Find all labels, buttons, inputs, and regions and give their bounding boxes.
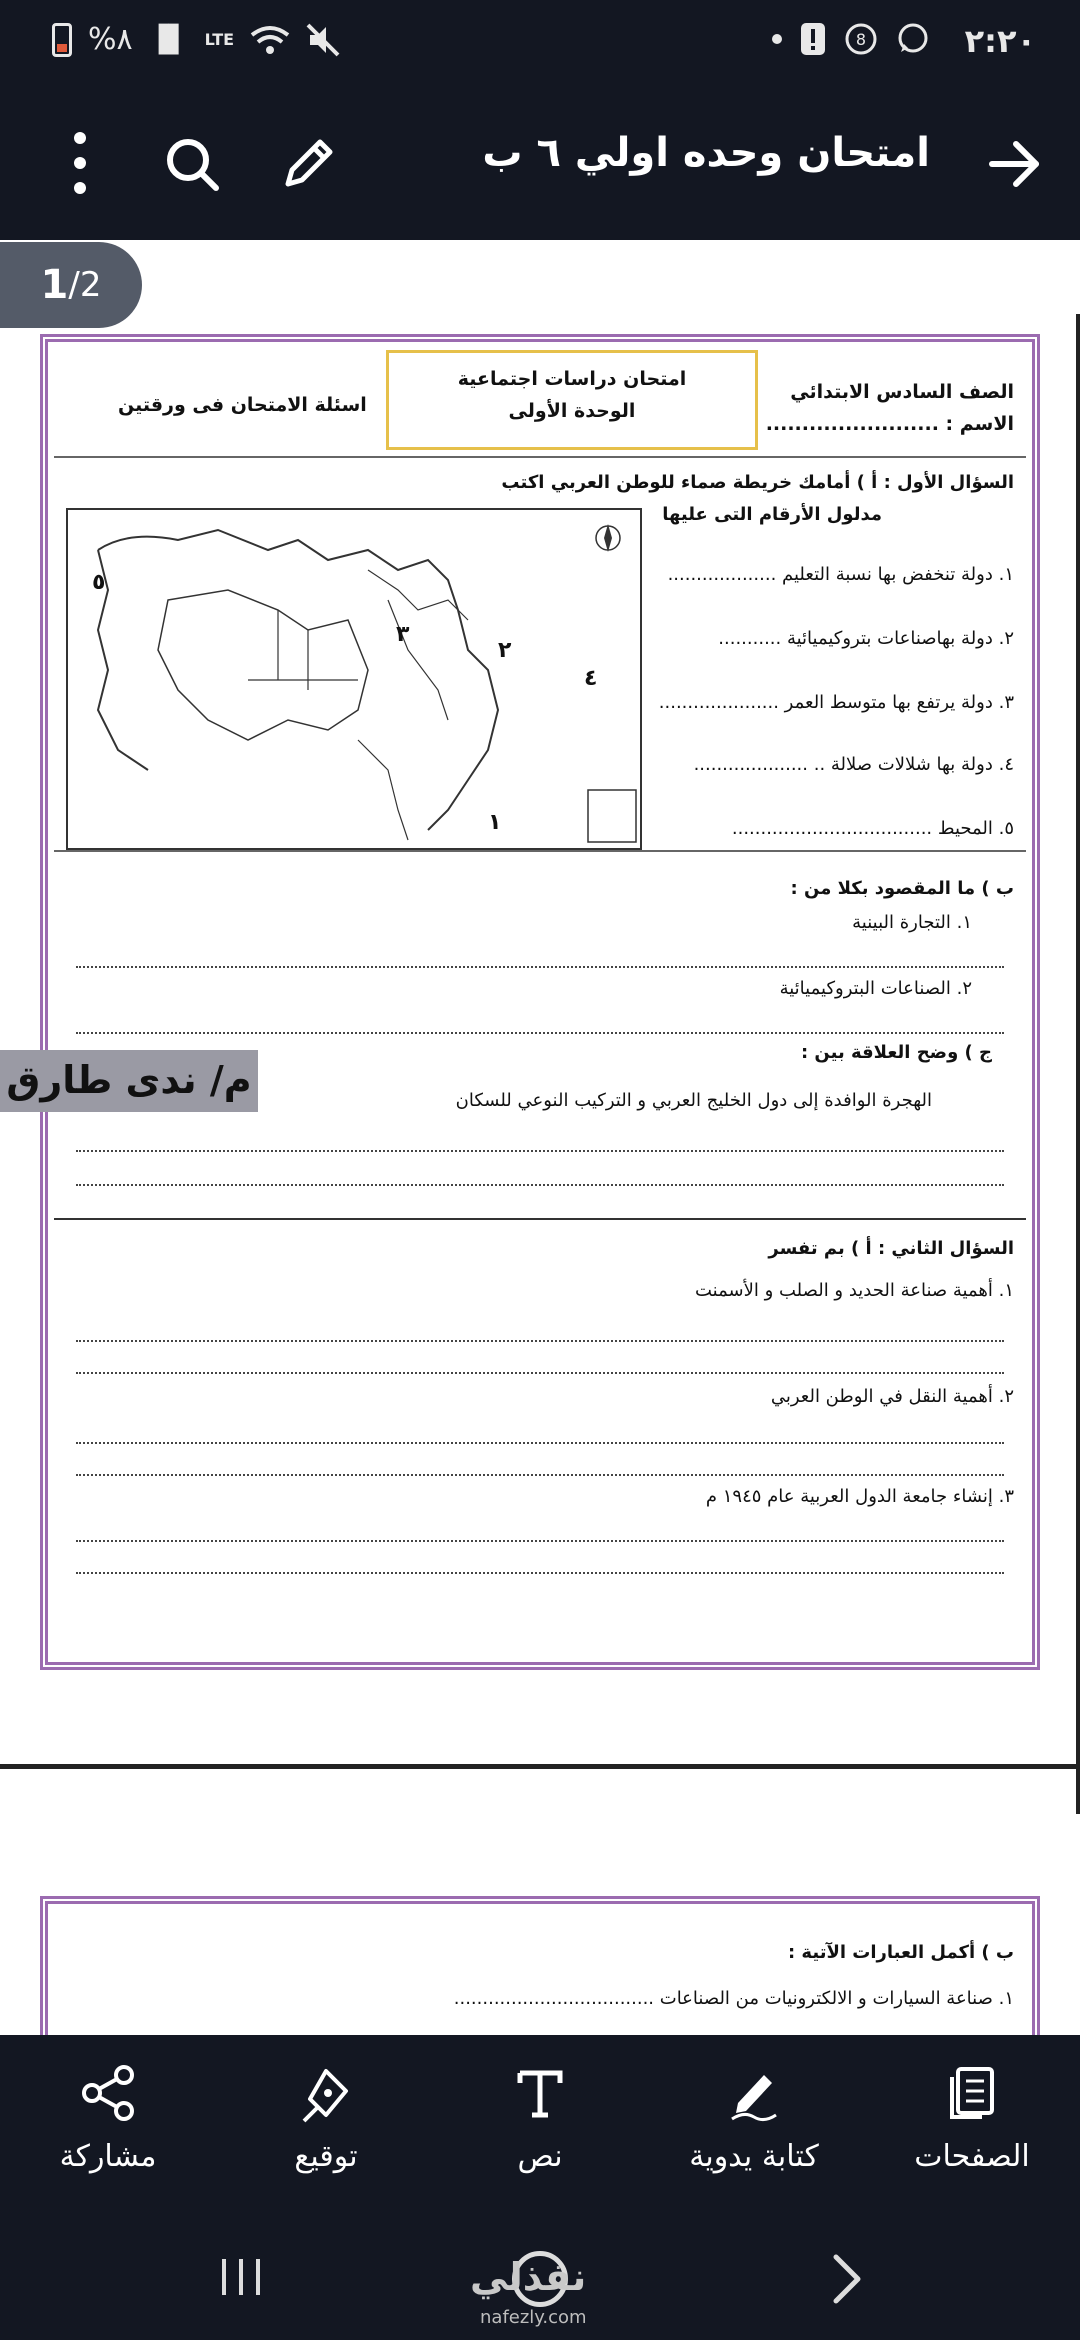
answer-line <box>76 1372 1004 1374</box>
mute-icon <box>306 23 340 57</box>
answer-line <box>76 1150 1004 1152</box>
pages-button[interactable] <box>882 2063 1062 2174</box>
page-separator <box>0 1764 1080 1769</box>
battery-percent: %٨ <box>88 22 133 57</box>
whatsapp-icon <box>896 22 930 56</box>
map-drawing <box>68 510 640 848</box>
notification-dot-icon <box>772 34 782 44</box>
map-number-1: ١ <box>488 810 502 835</box>
answer-line <box>76 966 1004 968</box>
brand-url: nafezly.com <box>480 2307 587 2328</box>
svg-text:8: 8 <box>855 30 867 49</box>
answer-line <box>76 1184 1004 1186</box>
text-label: نص <box>517 2139 563 2174</box>
app-8-icon <box>844 22 878 56</box>
q2-title: السؤال الثاني : أ ) بم تفسر <box>768 1238 1014 1259</box>
p2-item-1: ١. صناعة السيارات و الالكترونيات من الصناعات ................................... <box>453 1988 1014 2009</box>
author-watermark: م/ ندى طارق <box>0 1050 258 1112</box>
app-bar <box>0 90 1080 240</box>
system-nav-bar <box>0 2225 1080 2340</box>
total-pages: /2 <box>68 265 102 305</box>
map-number-4: ٤ <box>584 666 598 691</box>
q2-item-1: ١. أهمية صناعة الحديد و الصلب و الأسمنت <box>694 1280 1014 1301</box>
text-icon <box>510 2063 570 2123</box>
bottom-toolbar <box>0 2035 1080 2225</box>
arab-world-map <box>66 508 642 850</box>
signal-icon: ▐▌ <box>148 24 189 55</box>
handwriting-icon <box>724 2063 784 2123</box>
clock: ٢:٢٠ <box>964 22 1036 60</box>
divider <box>54 1218 1026 1220</box>
scrollbar[interactable] <box>1076 314 1080 1814</box>
exam-title-box <box>386 350 758 450</box>
share-icon <box>78 2063 138 2123</box>
q1-item-1: ١. دولة تنخفض بها نسبة التعليم ................... <box>667 564 1014 585</box>
divider <box>54 850 1026 852</box>
alert-icon <box>800 22 826 56</box>
exam-unit: الوحدة الأولى <box>508 400 636 422</box>
exam-page-1 <box>40 334 1040 1670</box>
divider <box>54 456 1026 458</box>
brand-logo: نفذلي <box>470 2255 587 2299</box>
header-right <box>766 376 1014 440</box>
grade-label: الصف السادس الابتدائي <box>790 381 1014 403</box>
q2-item-2: ٢. أهمية النقل في الوطن العربي <box>770 1386 1014 1407</box>
lte-label: LTE <box>204 30 235 49</box>
handwriting-label: كتابة يدوية <box>689 2139 819 2174</box>
answer-line <box>76 1032 1004 1034</box>
map-number-5: ٥ <box>92 570 106 595</box>
nav-back-icon[interactable] <box>830 2251 864 2307</box>
pages-icon <box>942 2063 1002 2123</box>
q1-c-title: ج ) وضح العلاقة بين : <box>800 1042 992 1063</box>
wifi-icon <box>250 23 290 57</box>
sign-pen-icon <box>296 2063 356 2123</box>
share-button[interactable] <box>18 2063 198 2174</box>
q1-b-item-1: ١. التجارة البينية <box>852 912 972 933</box>
q1-c-text: الهجرة الوافدة إلى دول الخليج العربي و التركيب النوعي للسكان <box>455 1090 932 1111</box>
more-options-icon[interactable] <box>60 128 100 198</box>
map-number-3: ٣ <box>396 622 410 647</box>
answer-line <box>76 1442 1004 1444</box>
sign-label: توقيع <box>294 2139 358 2174</box>
answer-line <box>76 1474 1004 1476</box>
map-number-2: ٢ <box>498 638 512 663</box>
share-label: مشاركة <box>59 2139 157 2174</box>
sign-button[interactable] <box>236 2063 416 2174</box>
page-indicator <box>0 242 142 328</box>
q1-item-4: ٤. دولة بها شلالات صلالة .. .................... <box>693 754 1014 775</box>
search-icon[interactable] <box>160 132 224 196</box>
answer-line <box>76 1340 1004 1342</box>
answer-line <box>76 1540 1004 1542</box>
p2-title: ب ) أكمل العبارات الآتية : <box>787 1942 1014 1963</box>
q1-subtitle: مدلول الأرقام التى عليها <box>662 504 882 525</box>
pages-label: الصفحات <box>914 2139 1030 2174</box>
document-title: امتحان وحده اولي ٦ ب <box>482 130 930 176</box>
q1-b-item-2: ٢. الصناعات البتروكيميائية <box>779 978 972 999</box>
q1-b-title: ب ) ما المقصود بكلا من : <box>790 878 1014 899</box>
exam-title: امتحان دراسات اجتماعية <box>457 368 687 390</box>
q1-item-2: ٢. دولة بهاصناعات بتروكيميائية ........... <box>718 628 1014 649</box>
battery-icon <box>52 23 72 57</box>
q1-title: السؤال الأول : أ ) أمامك خريطة صماء للوطن العربي اكتب <box>501 472 1014 493</box>
answer-line <box>76 1572 1004 1574</box>
pdf-viewer[interactable] <box>0 240 1080 2035</box>
edit-pencil-icon[interactable] <box>276 130 342 196</box>
handwriting-button[interactable] <box>664 2063 844 2174</box>
exam-page-2 <box>40 1896 1040 2035</box>
q1-item-5: ٥. المحيط ................................... <box>731 818 1014 839</box>
current-page: 1 <box>40 262 69 308</box>
name-label: الاسم : ........................ <box>765 413 1014 435</box>
status-right-icons <box>772 22 930 56</box>
back-arrow-icon[interactable] <box>982 132 1046 196</box>
q1-item-3: ٣. دولة يرتفع بها متوسط العمر ..................... <box>658 692 1014 713</box>
recent-apps-icon[interactable] <box>216 2253 266 2301</box>
pages-note: اسئلة الامتحان فى ورقتين <box>118 394 367 416</box>
text-button[interactable] <box>450 2063 630 2174</box>
status-bar <box>0 0 1080 90</box>
status-left-icons <box>52 22 340 57</box>
q2-item-3: ٣. إنشاء جامعة الدول العربية عام ١٩٤٥ م <box>705 1486 1014 1507</box>
